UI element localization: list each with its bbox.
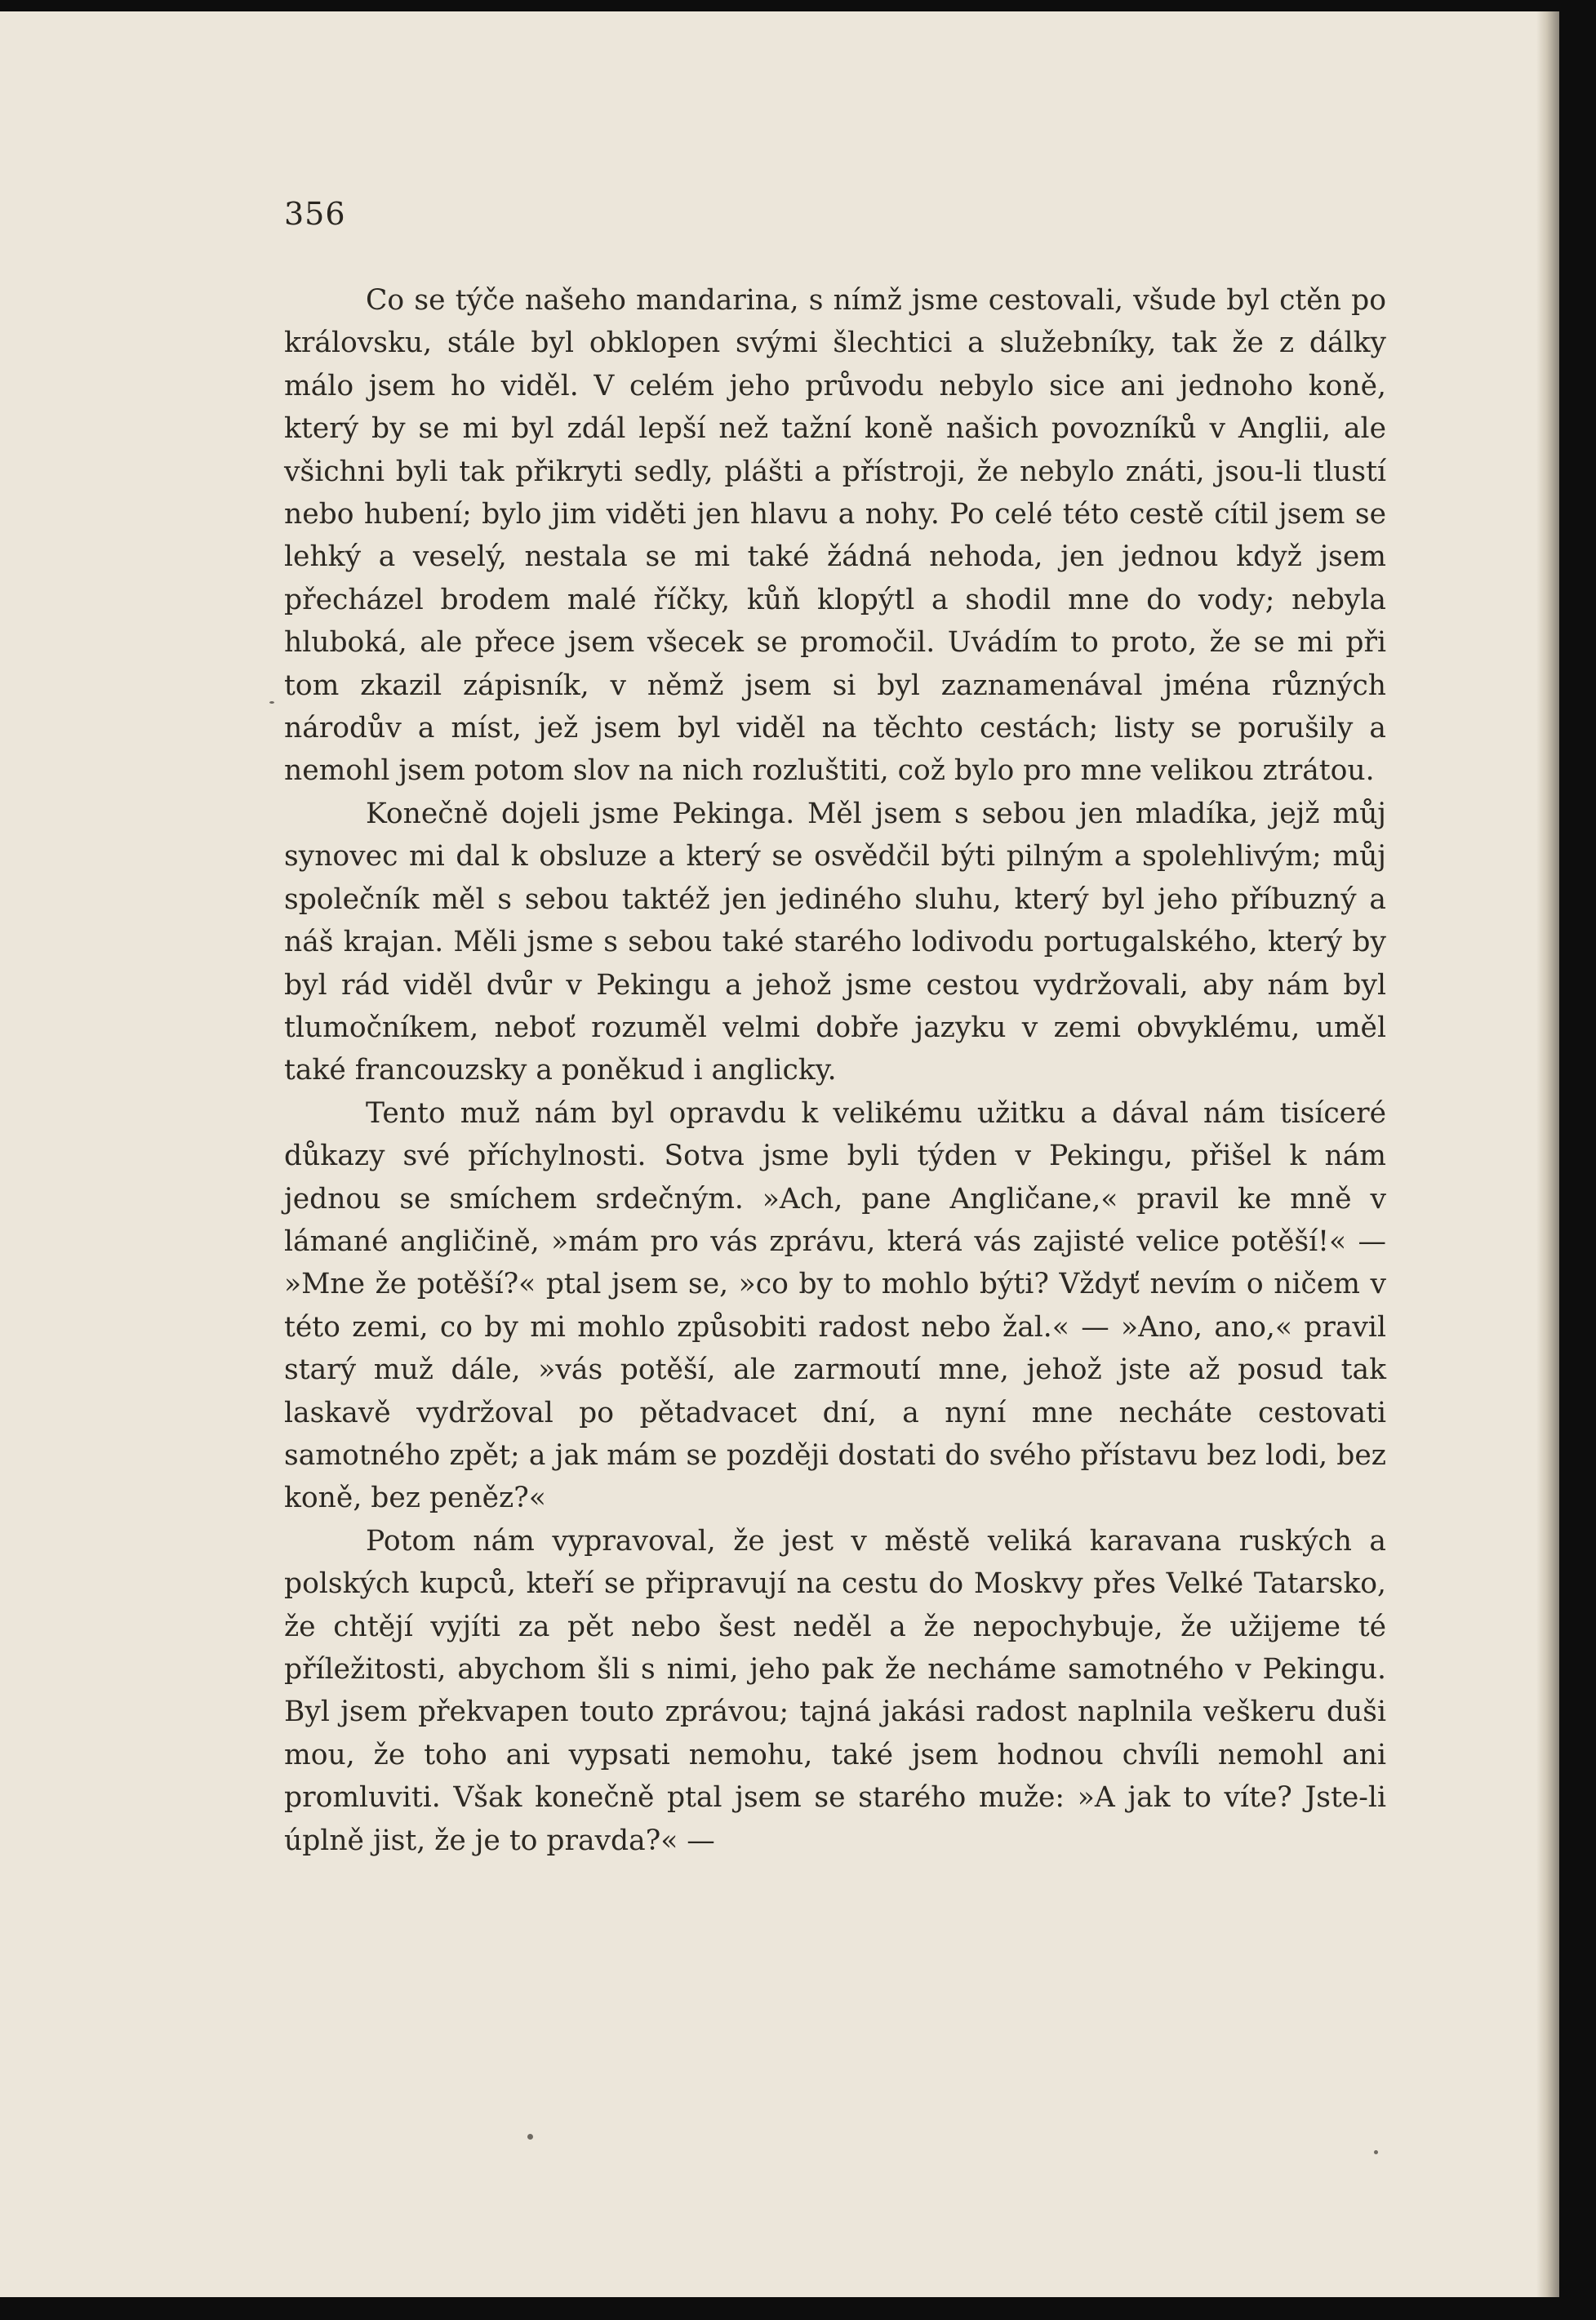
paragraph-4: Potom nám vypravoval, že jest v městě veliká karavana ruských a polských kupců, kteří se připravují na cestu do Moskvy přes Velké Tatarsko, že chtějí vyjíti za pět nebo šest neděl a že nepochybuje, že užijeme té příležitosti, abychom šli s nimi, jeho pak že necháme samotného v Pekingu. Byl jsem překvapen touto zprávou; tajná jakási radost naplnila veškeru duši mou, že toho ani vypsati nemohu, také jsem hodnou chvíli nemohl ani promluviti. Však konečně ptal jsem se starého muže: »A jak to víte? Jste-li úplně jist, že je to pravda?« — xyxy=(284,1524,1386,1857)
print-speck xyxy=(527,2134,533,2140)
page-number: 356 xyxy=(284,196,346,232)
print-speck xyxy=(269,701,274,704)
body-text xyxy=(284,279,1386,1862)
book-page xyxy=(0,11,1559,2297)
paragraph-1: Co se týče našeho mandarina, s nímž jsme cestovali, všude byl ctěn po královsku, stále byl obklopen svými šlechtici a služebníky, tak že z dálky málo jsem ho viděl. V celém jeho průvodu nebylo sice ani jednoho koně, který by se mi byl zdál lepší než tažní koně našich povozníků v Anglii, ale všichni byli tak přikryti sedly, plášti a přístroji, že nebylo znáti, jsou-li tlustí nebo hubení; bylo jim viděti jen hlavu a nohy. Po celé této cestě cítil jsem se lehký a veselý, nestala se mi také žádná nehoda, jen jednou když jsem přecházel brodem malé říčky, kůň klopýtl a shodil mne do vody; nebyla hluboká, ale přece jsem všecek se promočil. Uvádím to proto, že se mi při tom zkazil zápisník, v němž jsem si byl zaznamenával jména různých národův a míst, jež jsem byl viděl na těchto cestách; listy se porušily a nemohl jsem potom slov na nich rozluštiti, což bylo pro mne velikou ztrátou. xyxy=(284,284,1386,788)
print-speck xyxy=(1374,2150,1378,2154)
paragraph-3: Tento muž nám byl opravdu k velikému užitku a dával nám tisíceré důkazy své příchylnosti. Sotva jsme byli týden v Pekingu, přišel k nám jednou se smíchem srdečným. »Ach, pane Angličane,« pravil ke mně v lámané angličině, »mám pro vás zprávu, která vás zajisté velice potěší!« — »Mne že potěší?« ptal jsem se, »co by to mohlo býti? Vždyť nevím o ničem v této zemi, co by mi mohlo způsobiti radost nebo žal.« — »Ano, ano,« pravil starý muž dále, »vás potěší, ale zarmoutí mne, jehož jste až posud tak laskavě vydržoval po pětadvacet dní, a nyní mne necháte cestovati samotného zpět; a jak mám se později dostati do svého přístavu bez lodi, bez koně, bez peněz?« xyxy=(284,1096,1386,1515)
page-gutter-shadow xyxy=(1536,11,1559,2297)
paragraph-2: Konečně dojeli jsme Pekinga. Měl jsem s sebou jen mladíka, jejž můj synovec mi dal k obsluze a který se osvědčil býti pilným a spolehlivým; můj společník měl s sebou taktéž jen jediného sluhu, který byl jeho příbuzný a náš krajan. Měli jsme s sebou také starého lodivodu portugalského, který by byl rád viděl dvůr v Pekingu a jehož jsme cestou vydržovali, aby nám byl tlumočníkem, neboť rozuměl velmi dobře jazyku v zemi obvyklému, uměl také francouzsky a poněkud i anglicky. xyxy=(284,797,1386,1087)
